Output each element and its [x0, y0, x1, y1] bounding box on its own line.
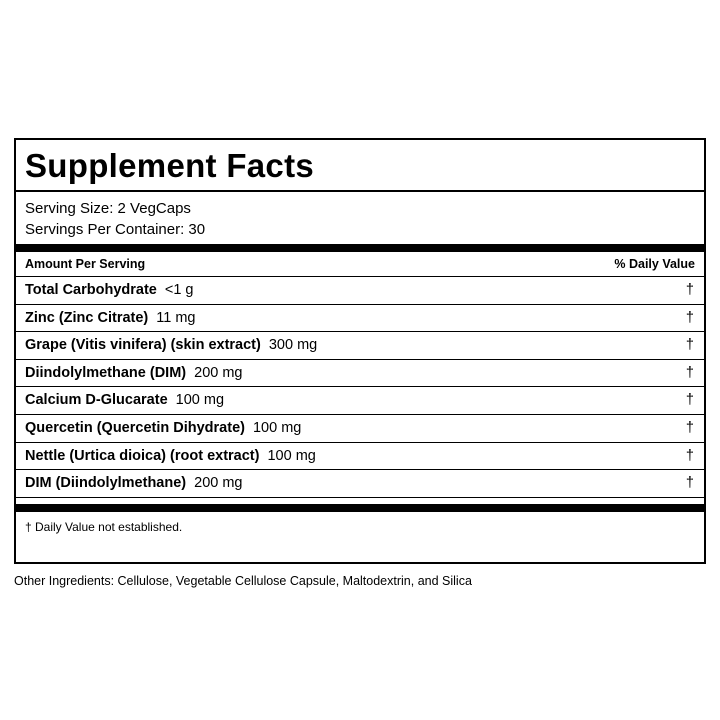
ingredient-amount: 100 mg — [175, 392, 225, 409]
ingredient-name: DIM (Diindolylmethane) — [25, 475, 187, 492]
daily-value-header: % Daily Value — [614, 257, 695, 271]
servings-per-container: Servings Per Container: 30 — [25, 221, 206, 238]
table-row — [16, 443, 704, 471]
table-header — [16, 252, 704, 277]
ingredient-dv: † — [685, 337, 694, 354]
table-row — [16, 305, 704, 333]
ingredient-amount: 100 mg — [267, 447, 316, 464]
table-row — [16, 332, 704, 360]
title-area — [16, 140, 704, 192]
amount-per-serving-header: Amount Per Serving — [25, 257, 146, 271]
ingredient-amount: 11 mg — [156, 309, 196, 326]
table-row — [16, 470, 704, 498]
ingredient-name: Nettle (Urtica dioica) (root extract) — [25, 447, 260, 464]
ingredient-name: Zinc (Zinc Citrate) — [25, 309, 149, 326]
other-ingredients: Other Ingredients: Cellulose, Vegetable Cellulose Capsule, Maltodextrin, and Silica — [14, 574, 472, 588]
ingredient-amount: 100 mg — [252, 419, 302, 436]
daily-value-footnote: † Daily Value not established. — [25, 519, 183, 534]
ingredient-dv: † — [685, 282, 694, 298]
ingredient-name: Total Carbohydrate — [25, 282, 157, 298]
ingredient-amount: 300 mg — [268, 337, 318, 354]
ingredient-amount: <1 g — [164, 282, 194, 298]
ingredient-name: Diindolylmethane (DIM) — [25, 364, 187, 381]
thick-divider-bottom — [16, 504, 704, 512]
ingredient-dv: † — [685, 475, 694, 492]
thick-divider — [16, 244, 704, 252]
table-row — [16, 360, 704, 388]
ingredient-dv: † — [685, 364, 694, 381]
table-row — [16, 277, 704, 305]
serving-info — [16, 192, 704, 244]
ingredient-dv: † — [685, 419, 694, 436]
ingredient-dv: † — [685, 447, 694, 464]
ingredient-dv: † — [685, 309, 694, 326]
ingredient-name: Calcium D-Glucarate — [25, 392, 168, 409]
supplement-facts-panel — [14, 138, 706, 564]
table-row — [16, 415, 704, 443]
table-row — [16, 387, 704, 415]
ingredient-amount: 200 mg — [194, 475, 243, 492]
serving-size: Serving Size: 2 VegCaps — [25, 200, 191, 217]
ingredient-dv: † — [685, 392, 694, 409]
panel-title: Supplement Facts — [25, 147, 315, 184]
ingredient-name: Grape (Vitis vinifera) (skin extract) — [25, 337, 261, 354]
ingredient-amount: 200 mg — [194, 364, 243, 381]
ingredient-name: Quercetin (Quercetin Dihydrate) — [25, 419, 245, 436]
